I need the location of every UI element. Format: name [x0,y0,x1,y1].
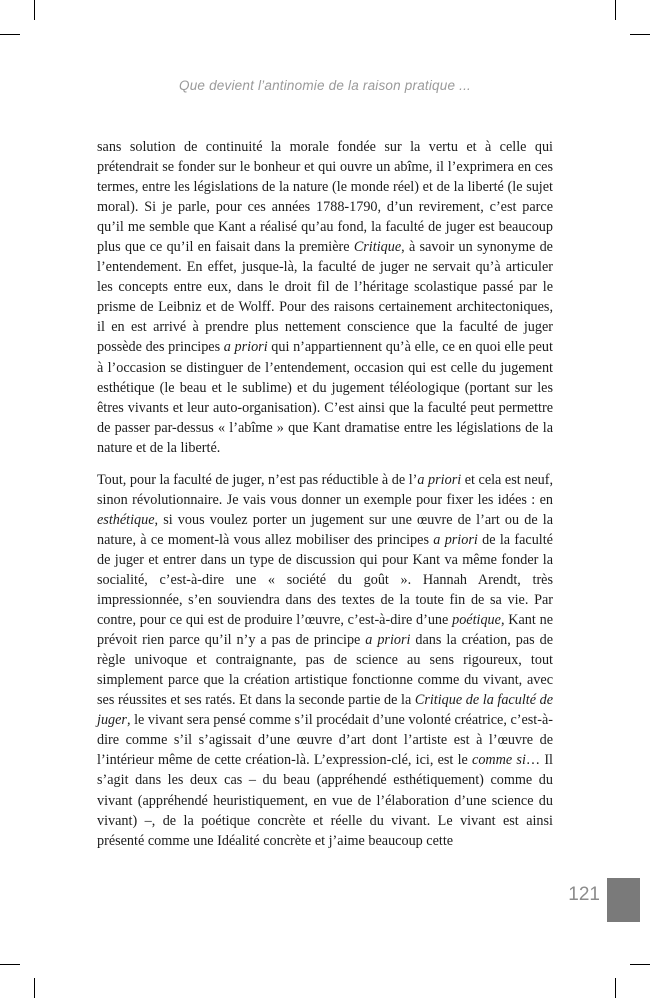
crop-mark-top-left-vertical [34,0,35,20]
crop-mark-bottom-left-vertical [34,978,35,998]
paragraph: sans solution de continuité la morale fondée sur la vertu et à celle qui prétendrait se fonder sur le bonheur et qui ouvre un abîme, il l’exprimera en ces termes, entre les législations de la nature (le monde réel) et de la liberté (le sujet moral). Si je parle, pour ces années 1788-1790, d’un revirement, c’est parce qu’il me semble que Kant a réalisé qu’au fond, la faculté de juger est beaucoup plus que ce qu’il en faisait dans la première Critique, à savoir un synonyme de l’entendement. En effet, jusque-là, la faculté de juger ne servait qu’à articuler les concepts entre eux, dans le droit fil de l’héritage scolastique passé par le prisme de Leibniz et de Wolff. Pour des raisons certainement architectoniques, il en est arrivé à prendre plus nettement conscience que la faculté de juger possède des principes a priori qui n’appartiennent qu’à elle, ce en quoi elle peut à l’occasion se distinguer de l’entendement, occasion qui est celle du jugement esthétique (le beau et le sublime) et du jugement téléologique (portant sur les êtres vivants et leur auto-organisation). C’est ainsi que la faculté peut permettre de passer par-dessus « l’abîme » que Kant dramatise entre les législations de la nature et de la liberté. [97,139,553,456]
paragraph: Tout, pour la faculté de juger, n’est pas réductible à de l’a priori et cela est neuf, sinon révolutionnaire. Je vais vous donner un exemple pour fixer les idées : en esthétique, si vous voulez porter un jugement sur une œuvre de l’art ou de la nature, à ce moment-là vous allez mobiliser des principes a priori de la faculté de juger et entrer dans un type de discussion qui pour Kant va même fonder la socialité, c’est-à-dire une « société du goût ». Hannah Arendt, très impressionnée, s’en souviendra dans des textes de la toute fin de sa vie. Par contre, pour ce qui est de produire l’œuvre, c’est-à-dire d’une poétique, Kant ne prévoit rien parce qu’il n’y a pas de principe a priori dans la création, pas de règle univoque et contraignante, pas de science au sens rigoureux, tout simplement parce que la création artistique fonctionne comme du vivant, avec ses réussites et ses ratés. Et dans la seconde partie de la Critique de la faculté de juger, le vivant sera pensé comme s’il procédait d’une volonté créatrice, c’est-à-dire comme s’il s’agissait d’une œuvre d’art dont l’artiste est à l’œuvre de l’intérieur même de cette création-là. L’expression-clé, ici, est le comme si… Il s’agit dans les deux cas – du beau (appréhendé esthétiquement) comme du vivant (appréhendé heuristiquement, en vue de l’élaboration d’une science du vivant) –, de la poétique concrète et réelle du vivant. Le vivant est ainsi présenté comme une Idéalité concrète et j’aime beaucoup cette [97,471,554,849]
crop-mark-top-left-horizontal [0,34,20,35]
running-header [0,78,650,93]
thumb-tab [607,878,640,922]
page-number: 121 [568,884,600,905]
running-title: Que devient l’antinomie de la raison pratique ... [179,78,471,93]
crop-mark-top-right-vertical [615,0,616,20]
body-text [97,137,553,851]
crop-mark-bottom-right-vertical [615,978,616,998]
crop-mark-bottom-right-horizontal [630,964,650,965]
crop-mark-top-right-horizontal [630,34,650,35]
crop-mark-bottom-left-horizontal [0,964,20,965]
